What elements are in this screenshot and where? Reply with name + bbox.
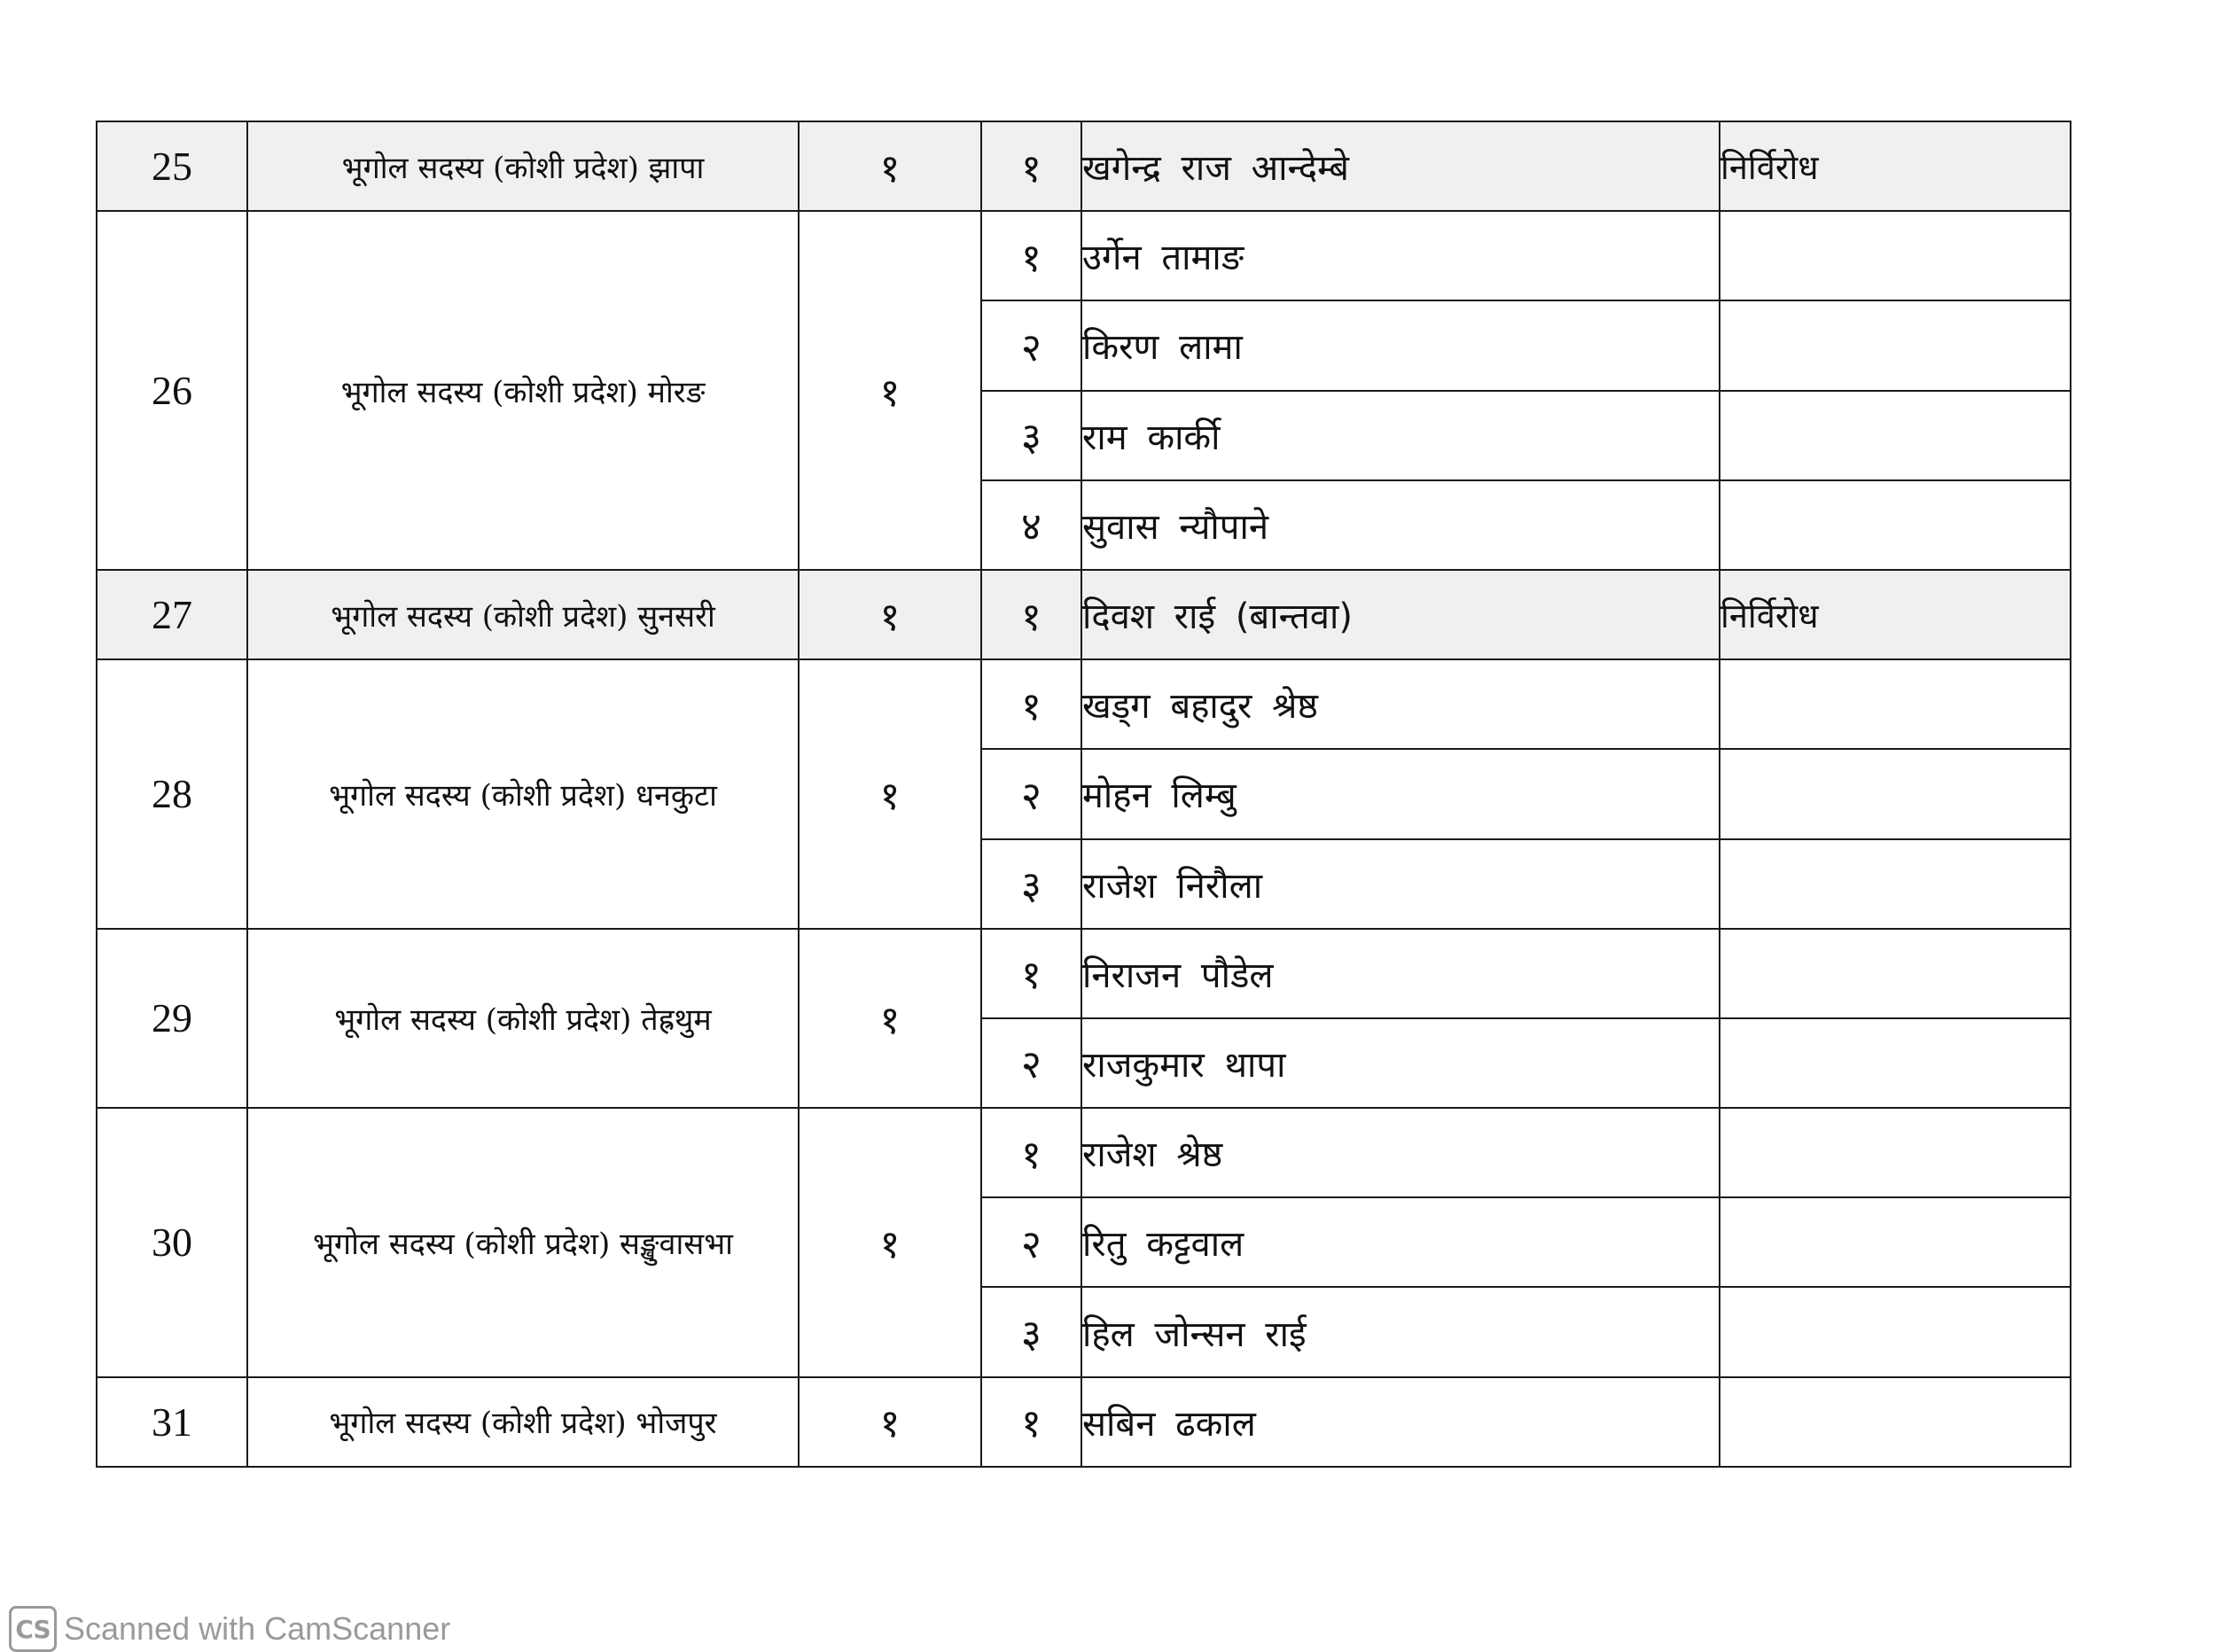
candidate-number-cell: ३ xyxy=(981,839,1081,929)
candidate-number-cell: १ xyxy=(981,1377,1081,1467)
candidate-name-cell: राजेश निरौला xyxy=(1081,839,1720,929)
candidate-name-cell: हिल जोन्सन राई xyxy=(1081,1287,1720,1376)
serial-number-cell: 28 xyxy=(97,659,247,929)
serial-number-cell: 27 xyxy=(97,570,247,659)
candidate-number-cell: १ xyxy=(981,659,1081,749)
table-row xyxy=(97,1377,2071,1467)
seat-count-cell: १ xyxy=(799,929,981,1108)
remark-cell xyxy=(1720,749,2071,838)
post-name-cell: भूगोल सदस्य (कोशी प्रदेश) तेह्रथुम xyxy=(247,929,799,1108)
remark-cell xyxy=(1720,1287,2071,1376)
candidate-name-cell: राजकुमार थापा xyxy=(1081,1018,1720,1108)
candidate-number-cell: २ xyxy=(981,300,1081,390)
candidate-name-cell: राम कार्की xyxy=(1081,391,1720,480)
remark-cell xyxy=(1720,1197,2071,1287)
post-name-cell: भूगोल सदस्य (कोशी प्रदेश) सुनसरी xyxy=(247,570,799,659)
candidate-number-cell: १ xyxy=(981,570,1081,659)
remark-cell xyxy=(1720,1108,2071,1197)
seat-count-cell: १ xyxy=(799,211,981,570)
remark-cell xyxy=(1720,1377,2071,1467)
candidate-number-cell: १ xyxy=(981,1108,1081,1197)
remark-cell: निर्विरोध xyxy=(1720,570,2071,659)
post-name-cell: भूगोल सदस्य (कोशी प्रदेश) धनकुटा xyxy=(247,659,799,929)
post-name-cell: भूगोल सदस्य (कोशी प्रदेश) मोरङ xyxy=(247,211,799,570)
candidate-name-cell: रितु कट्टवाल xyxy=(1081,1197,1720,1287)
post-name-cell: भूगोल सदस्य (कोशी प्रदेश) सङ्खुवासभा xyxy=(247,1108,799,1377)
remark-cell xyxy=(1720,480,2071,570)
candidate-name-cell: उर्गेन तामाङ xyxy=(1081,211,1720,300)
remark-cell xyxy=(1720,839,2071,929)
camscanner-watermark xyxy=(9,1606,450,1652)
serial-number-cell: 25 xyxy=(97,121,247,211)
serial-number-cell: 29 xyxy=(97,929,247,1108)
serial-number-cell: 30 xyxy=(97,1108,247,1377)
seat-count-cell: १ xyxy=(799,1108,981,1377)
candidate-name-cell: खगेन्द्र राज आन्देम्बे xyxy=(1081,121,1720,211)
table-row xyxy=(97,211,2071,300)
candidate-name-cell: सबिन ढकाल xyxy=(1081,1377,1720,1467)
camscanner-logo-icon: CS xyxy=(9,1606,57,1652)
candidate-name-cell: दिवश राई (बान्तवा) xyxy=(1081,570,1720,659)
post-name-cell: भूगोल सदस्य (कोशी प्रदेश) झापा xyxy=(247,121,799,211)
remark-cell xyxy=(1720,1018,2071,1108)
candidate-name-cell: खड्ग बहादुर श्रेष्ठ xyxy=(1081,659,1720,749)
candidate-number-cell: ४ xyxy=(981,480,1081,570)
candidate-name-cell: राजेश श्रेष्ठ xyxy=(1081,1108,1720,1197)
remark-cell xyxy=(1720,300,2071,390)
table-row xyxy=(97,1108,2071,1197)
table-row xyxy=(97,929,2071,1018)
seat-count-cell: १ xyxy=(799,570,981,659)
candidate-number-cell: १ xyxy=(981,211,1081,300)
candidate-name-cell: सुवास न्यौपाने xyxy=(1081,480,1720,570)
watermark-text: Scanned with CamScanner xyxy=(64,1610,451,1647)
seat-count-cell: १ xyxy=(799,659,981,929)
candidate-name-cell: निराजन पौडेल xyxy=(1081,929,1720,1018)
candidate-list-table xyxy=(96,121,2071,1468)
serial-number-cell: 31 xyxy=(97,1377,247,1467)
table-row xyxy=(97,659,2071,749)
table-row xyxy=(97,121,2071,211)
candidate-number-cell: ३ xyxy=(981,1287,1081,1376)
serial-number-cell: 26 xyxy=(97,211,247,570)
candidate-number-cell: १ xyxy=(981,929,1081,1018)
remark-cell xyxy=(1720,391,2071,480)
remark-cell xyxy=(1720,929,2071,1018)
candidate-name-cell: मोहन लिम्बु xyxy=(1081,749,1720,838)
post-name-cell: भूगोल सदस्य (कोशी प्रदेश) भोजपुर xyxy=(247,1377,799,1467)
remark-cell xyxy=(1720,659,2071,749)
candidate-number-cell: २ xyxy=(981,749,1081,838)
table-body xyxy=(97,121,2071,1467)
seat-count-cell: १ xyxy=(799,121,981,211)
table-row xyxy=(97,570,2071,659)
candidate-number-cell: ३ xyxy=(981,391,1081,480)
candidate-name-cell: किरण लामा xyxy=(1081,300,1720,390)
seat-count-cell: १ xyxy=(799,1377,981,1467)
candidate-number-cell: २ xyxy=(981,1197,1081,1287)
remark-cell xyxy=(1720,211,2071,300)
remark-cell: निर्विरोध xyxy=(1720,121,2071,211)
candidate-number-cell: १ xyxy=(981,121,1081,211)
candidate-number-cell: २ xyxy=(981,1018,1081,1108)
